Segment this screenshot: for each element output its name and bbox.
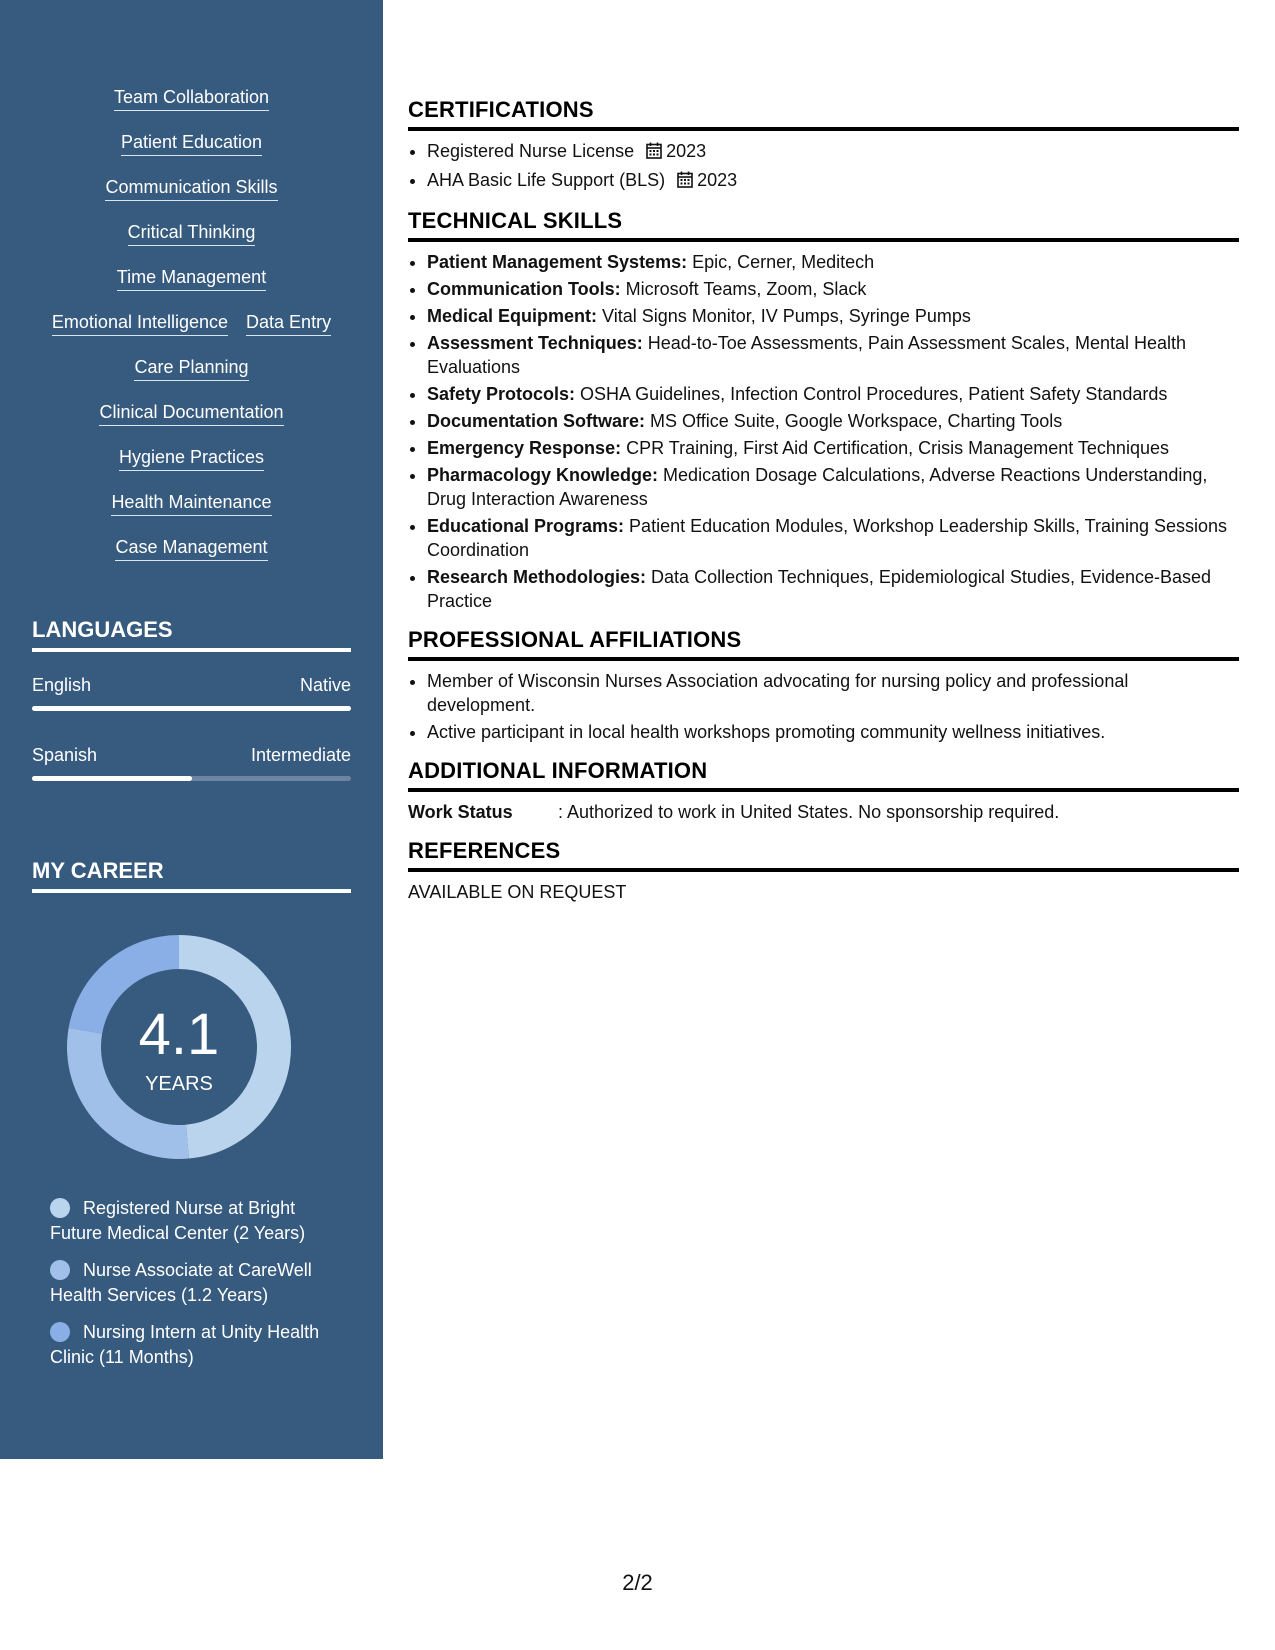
technical-skill-values: MS Office Suite, Google Workspace, Charting Tools	[645, 411, 1063, 431]
skill-row	[0, 131, 383, 176]
work-status-label: Work Status	[408, 802, 513, 822]
technical-skills-section	[408, 207, 1239, 613]
skill-row	[0, 536, 383, 581]
technical-skill-category: Pharmacology Knowledge:	[427, 465, 659, 485]
skill-tag: Data Entry	[246, 311, 331, 336]
career-item	[50, 1196, 350, 1246]
certification-item	[427, 139, 1239, 165]
skill-row	[0, 311, 383, 356]
certification-year: 2023	[666, 141, 707, 161]
skill-tag: Care Planning	[134, 356, 248, 381]
work-status-value: : Authorized to work in United States. No sponsorship required.	[558, 802, 1060, 822]
career-heading: MY CAREER	[32, 857, 351, 893]
technical-skill-values: Microsoft Teams, Zoom, Slack	[620, 279, 867, 299]
certification-year: 2023	[697, 170, 738, 190]
skill-row	[0, 86, 383, 131]
technical-skills-list	[408, 250, 1239, 613]
technical-skill-item	[427, 250, 1239, 274]
skill-row	[0, 221, 383, 266]
career-dot	[50, 1322, 70, 1342]
technical-skill-category: Documentation Software:	[427, 411, 646, 431]
additional-info-heading: ADDITIONAL INFORMATION	[408, 757, 1239, 792]
skill-tag: Clinical Documentation	[99, 401, 283, 426]
skill-tag: Hygiene Practices	[119, 446, 264, 471]
language-name: Spanish	[32, 745, 98, 765]
technical-skill-item	[427, 382, 1239, 406]
technical-skill-item	[427, 304, 1239, 328]
language-name: English	[32, 675, 92, 695]
certifications-section	[408, 96, 1239, 194]
certification-name: AHA Basic Life Support (BLS)	[427, 170, 666, 190]
technical-skill-item	[427, 277, 1239, 301]
technical-skill-item	[427, 565, 1239, 613]
technical-skill-item	[427, 331, 1239, 379]
skill-tag: Health Maintenance	[111, 491, 271, 516]
language-proficiency-bar	[32, 776, 351, 781]
technical-skill-category: Assessment Techniques:	[427, 333, 643, 353]
language-level: Intermediate	[250, 745, 351, 765]
career-dot	[50, 1260, 70, 1280]
skill-row	[0, 176, 383, 221]
technical-skill-values: Data Collection Techniques, Epidemiological Studies, Evidence-Based Practice	[427, 567, 1212, 611]
certification-name: Registered Nurse License	[427, 141, 635, 161]
skill-tag: Patient Education	[121, 131, 262, 156]
language-level: Native	[299, 675, 351, 695]
skill-row	[0, 491, 383, 536]
career-label: Nursing Intern at Unity Health Clinic (11 Months)	[50, 1322, 320, 1367]
skill-tag: Critical Thinking	[128, 221, 256, 246]
calendar-icon	[646, 141, 662, 165]
references-section	[408, 837, 1239, 904]
skill-row	[0, 356, 383, 401]
soft-skills-list	[0, 86, 383, 581]
career-donut-center	[66, 934, 292, 1160]
career-item	[50, 1320, 350, 1370]
career-dot	[50, 1198, 70, 1218]
technical-skill-values: Epic, Cerner, Meditech	[687, 252, 875, 272]
technical-skill-category: Communication Tools:	[427, 279, 621, 299]
skill-row	[0, 266, 383, 311]
career-total-value: 4.1	[138, 1002, 220, 1067]
languages-heading: LANGUAGES	[32, 616, 351, 652]
skill-tag: Communication Skills	[105, 176, 277, 201]
references-text: AVAILABLE ON REQUEST	[408, 882, 627, 902]
calendar-icon	[677, 170, 693, 194]
technical-skill-category: Educational Programs:	[427, 516, 625, 536]
technical-skill-item	[427, 514, 1239, 562]
language-proficiency-bar	[32, 706, 351, 711]
certifications-heading: CERTIFICATIONS	[408, 96, 1239, 131]
affiliation-item: • Active participant in local health workshops promoting community wellness initiatives.	[427, 720, 1239, 744]
technical-skill-category: Patient Management Systems:	[427, 252, 688, 272]
language-english	[32, 674, 351, 711]
technical-skill-category: Medical Equipment:	[427, 306, 598, 326]
certification-item	[427, 168, 1239, 194]
skill-tag: Emotional Intelligence	[52, 311, 228, 336]
language-proficiency-fill	[32, 706, 351, 711]
technical-skill-values: Vital Signs Monitor, IV Pumps, Syringe Pumps	[597, 306, 971, 326]
sidebar	[0, 0, 383, 1459]
affiliations-section	[408, 626, 1239, 744]
technical-skill-values: Head-to-Toe Assessments, Pain Assessment Scales, Mental Health Evaluations	[427, 333, 1187, 377]
work-status-row	[408, 800, 1239, 824]
technical-skill-category: Emergency Response:	[427, 438, 622, 458]
career-label: Nurse Associate at CareWell Health Services (1.2 Years)	[50, 1260, 312, 1305]
technical-skills-heading: TECHNICAL SKILLS	[408, 207, 1239, 242]
technical-skill-category: Safety Protocols:	[427, 384, 576, 404]
technical-skill-values: Patient Education Modules, Workshop Leadership Skills, Training Sessions Coordination	[427, 516, 1228, 560]
page-number: 2/2	[622, 1570, 653, 1595]
technical-skill-values: OSHA Guidelines, Infection Control Procedures, Patient Safety Standards	[575, 384, 1168, 404]
skill-tag: Team Collaboration	[114, 86, 269, 111]
language-proficiency-fill	[32, 776, 192, 781]
language-spanish	[32, 744, 351, 781]
technical-skill-values: CPR Training, First Aid Certification, Crisis Management Techniques	[621, 438, 1169, 458]
additional-info-section	[408, 757, 1239, 824]
career-total-unit: YEARS	[145, 1073, 213, 1095]
technical-skill-item	[427, 463, 1239, 511]
technical-skill-values: Medication Dosage Calculations, Adverse Reactions Understanding, Drug Interaction Awareness	[427, 465, 1208, 509]
main-content	[408, 96, 1239, 917]
references-heading: REFERENCES	[408, 837, 1239, 872]
affiliations-list	[408, 669, 1239, 744]
skill-row	[0, 446, 383, 491]
technical-skill-item	[427, 409, 1239, 433]
technical-skill-category: Research Methodologies:	[427, 567, 647, 587]
affiliations-heading: PROFESSIONAL AFFILIATIONS	[408, 626, 1239, 661]
career-item	[50, 1258, 350, 1308]
career-label: Registered Nurse at Bright Future Medical Center (2 Years)	[50, 1198, 306, 1243]
career-legend	[50, 1196, 350, 1382]
technical-skill-item	[427, 436, 1239, 460]
skill-row	[0, 401, 383, 446]
skill-tag: Case Management	[115, 536, 267, 561]
certifications-list	[408, 139, 1239, 194]
affiliation-item: • Member of Wisconsin Nurses Association advocating for nursing policy and professional development.	[427, 669, 1239, 717]
skill-tag: Time Management	[117, 266, 266, 291]
